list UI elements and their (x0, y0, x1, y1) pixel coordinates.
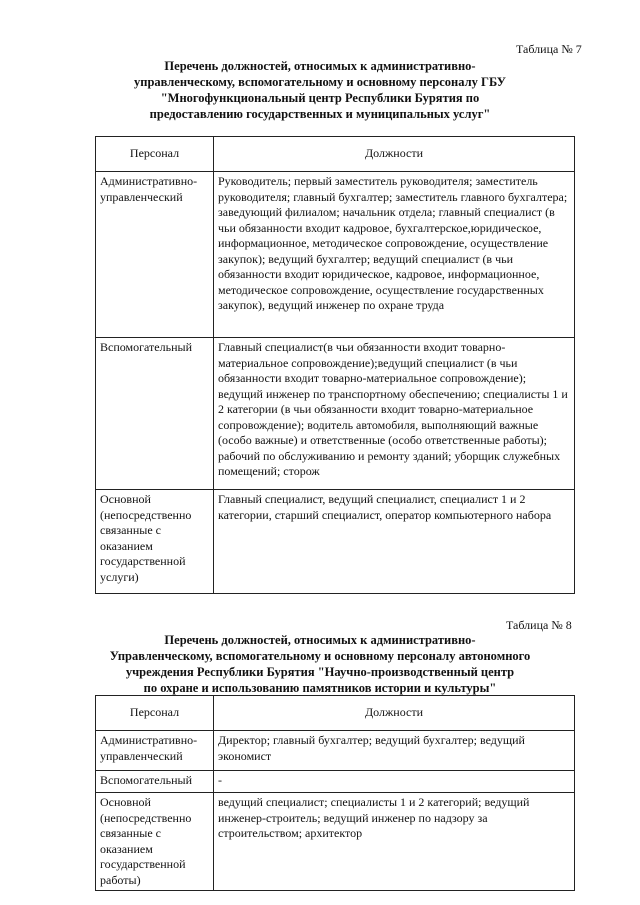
row-category: Административно-управленческий (96, 731, 214, 771)
row-positions: ведущий специалист; специалисты 1 и 2 категорий; ведущий инженер-строитель; ведущий инженер по надзору за строительством; архитектор (214, 793, 575, 891)
table-row (96, 490, 575, 594)
row-category: Административно-управленческий (96, 172, 214, 338)
row-category: Основной (непосредственно связанные с оказанием государственной услуги) (96, 490, 214, 594)
table-row (96, 793, 575, 891)
header-positions: Должности (214, 137, 575, 172)
table-8-label: Таблица № 8 (506, 618, 572, 632)
table-8-title: Перечень должностей, относимых к административно- Управленческому, вспомогательному и основному персоналу автономного учреждения Республики Бурятия "Научно-производственный центр по охране и использованию памятников истории и культуры" (109, 633, 531, 695)
row-positions: Главный специалист(в чьи обязанности входит товарно-материальное сопровождение);ведущий специалист (в чьи обязанности входит товарно-материальное сопровождение); ведущий инженер по транспортному обеспечению; специалисты 1 и 2 категории (в чьи обязанности входит товарно-материальное сопровождение); водитель автомобиля, выполняющий важные (особо важные) и ответственные (особо ответственные работы); рабочий по обслуживанию и ремонту зданий; уборщик служебных помещений; сторож (214, 338, 575, 490)
table-header-row (96, 696, 575, 731)
table-row (96, 771, 575, 793)
table-7-title: Перечень должностей, относимых к административно- управленческому, вспомогательному и основному персоналу ГБУ "Многофункциональный центр Республики Бурятия по предоставлению государственных и муниципальных услуг" (134, 59, 506, 121)
header-positions: Должности (214, 696, 575, 731)
row-positions: Директор; главный бухгалтер; ведущий бухгалтер; ведущий экономист (214, 731, 575, 771)
row-category: Вспомогательный (96, 338, 214, 490)
table-8 (95, 695, 575, 891)
row-positions: - (214, 771, 575, 793)
row-positions: Руководитель; первый заместитель руководителя; заместитель руководителя; главный бухгалтер; заместитель главного бухгалтера; заведующий филиалом; начальник отдела; главный специалист (в чьи обязанности входит кадровое, бухгалтерское,юридическое, информационное, методическое сопровождение, осуществление закупок); ведущий бухгалтер; ведущий специалист (в чьи обязанности входит юридическое, кадровое, информационное, методическое сопровождение, осуществление государственных закупок), ведущий инженер по охране труда (214, 172, 575, 338)
row-category: Основной (непосредственно связанные с оказанием государственной работы) (96, 793, 214, 891)
row-category: Вспомогательный (96, 771, 214, 793)
row-positions: Главный специалист, ведущий специалист, специалист 1 и 2 категории, старший специалист, оператор компьютерного набора (214, 490, 575, 594)
table-7-label: Таблица № 7 (516, 42, 582, 56)
table-row (96, 172, 575, 338)
table-7 (95, 136, 575, 594)
table-row (96, 731, 575, 771)
header-personnel: Персонал (96, 696, 214, 731)
header-personnel: Персонал (96, 137, 214, 172)
table-row (96, 338, 575, 490)
table-header-row (96, 137, 575, 172)
